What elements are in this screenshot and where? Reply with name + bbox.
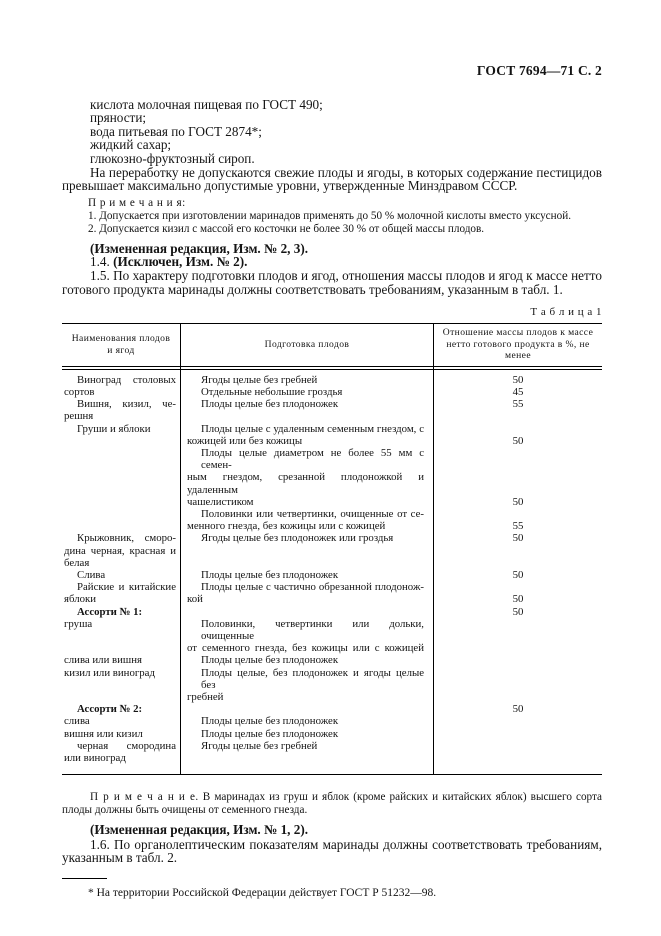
table-1 [62, 323, 602, 776]
cell-mass-ratio-value: 50 [512, 593, 524, 606]
cell-fruit-name [62, 691, 180, 703]
cell-preparation: ным гнездом, срезанной плодоножкой и удаленным [187, 471, 424, 496]
table-row [62, 496, 602, 508]
table-column-divider-1 [180, 324, 181, 775]
paragraph-pesticides: На переработку не допускаются свежие плоды и ягоды, в которых содержание пестицидов превышает максимально допустимые уровни, утвержденные Минздравом СССР. [62, 164, 602, 194]
cell-fruit-name [62, 520, 180, 532]
table-row [62, 606, 602, 618]
cell-fruit-name: решня [64, 410, 94, 423]
cell-preparation: Отдельные небольшие гроздья [201, 385, 343, 398]
cell-preparation: Ягоды целые без гребней [201, 739, 318, 752]
cell-mass-ratio-value: 50 [512, 434, 524, 447]
clause-1-5: 1.5. По характеру подготовки плодов и ягод, отношения массы плодов и ягод к массе нетто готового продукта маринады должны соответствовать требованиям, указанным в табл. 1. [62, 267, 602, 297]
table-row [62, 691, 602, 703]
table-row [62, 752, 602, 764]
note-item: 1. Допускается при изготовлении маринадов применять до 50 % молочной кислоты вместо уксусной. [88, 209, 572, 222]
cell-fruit-name: Крыжовник, сморо- [77, 532, 176, 545]
cell-fruit-name [62, 496, 180, 508]
ingredient-list [62, 98, 602, 166]
ingredient-line: кислота молочная пищевая по ГОСТ 490; [90, 96, 323, 112]
clause-1-6: 1.6. По органолептическим показателям маринады должны соответствовать требованиям, указанным в табл. 2. [62, 836, 602, 866]
cell-preparation: Плоды целые с удаленным семенным гнездом, с [201, 422, 424, 435]
cell-mass-ratio-value [434, 740, 602, 752]
table-row [62, 410, 602, 422]
table-row [62, 508, 602, 520]
table-row [62, 715, 602, 727]
cell-fruit-name: яблоки [64, 593, 97, 606]
cell-fruit-name: Вишня, кизил, че- [77, 398, 176, 411]
notes-list [88, 210, 602, 236]
cell-mass-ratio-value [434, 715, 602, 727]
table-row [62, 618, 602, 642]
cell-preparation: кожицей или без кожицы [187, 434, 303, 447]
cell-mass-ratio-value: 50 [512, 605, 524, 618]
table-row [62, 593, 602, 605]
cell-mass-ratio-value [434, 581, 602, 593]
cell-preparation: Плоды целые без плодоножек [201, 727, 339, 740]
cell-mass-ratio-value [434, 618, 602, 642]
cell-fruit-name: дина черная, красная и [64, 544, 176, 557]
cell-fruit-name: белая [64, 556, 90, 569]
cell-fruit-name [62, 447, 180, 471]
cell-preparation: Плоды целые без плодоножек [201, 715, 339, 728]
cell-mass-ratio-value [434, 642, 602, 654]
amended-edition-2: (Измененная редакция, Изм. № 1, 2). [90, 822, 309, 838]
cell-mass-ratio-value: 50 [512, 495, 524, 508]
page-header: ГОСТ 7694—71 С. 2 [476, 63, 602, 78]
cell-mass-ratio-value [434, 667, 602, 691]
document-page [62, 64, 602, 901]
cell-preparation: Ягоды целые без гребней [201, 373, 318, 386]
table-row [62, 581, 602, 593]
cell-preparation: Плоды целые без плодоножек [201, 568, 339, 581]
table-row [62, 435, 602, 447]
table-row [62, 667, 602, 691]
cell-preparation: кой [187, 593, 203, 606]
clause-1-4 [62, 255, 602, 269]
cell-preparation: менного гнезда, без кожицы или с кожицей [187, 520, 386, 533]
cell-mass-ratio-value: 45 [512, 385, 524, 398]
table-label: Т а б л и ц а 1 [530, 306, 602, 319]
cell-fruit-name: Виноград столовых [77, 373, 176, 386]
cell-preparation: Половинки или четвертинки, очищенные от се- [201, 507, 424, 520]
cell-fruit-name [62, 508, 180, 520]
cell-mass-ratio-value [434, 447, 602, 471]
table-row [62, 569, 602, 581]
table-row [62, 532, 602, 544]
table-header-row [62, 324, 602, 370]
cell-mass-ratio-value [434, 752, 602, 764]
cell-preparation [180, 410, 434, 422]
cell-mass-ratio-value: 50 [512, 568, 524, 581]
ingredient-line: глюкозно-фруктозный сироп. [90, 150, 255, 166]
cell-mass-ratio-value [434, 508, 602, 520]
cell-fruit-name [62, 642, 180, 654]
cell-fruit-name: Груши и яблоки [77, 422, 151, 435]
table-row [62, 471, 602, 495]
cell-mass-ratio-value [434, 728, 602, 740]
cell-mass-ratio-value: 50 [512, 703, 524, 716]
cell-preparation [180, 557, 434, 569]
cell-mass-ratio-value [434, 423, 602, 435]
ingredient-line: вода питьевая по ГОСТ 2874*; [90, 123, 262, 139]
notes-title: П р и м е ч а н и я: [88, 196, 186, 209]
cell-preparation: Плоды целые без плодоножек [201, 398, 339, 411]
table-header-names: Наименования плодов и ягод [71, 333, 171, 356]
table-row [62, 545, 602, 557]
table-header-mass-ratio: Отношение массы плодов к массе нетто готового продукта в %, не менее [442, 327, 594, 362]
cell-preparation: Плоды целые диаметром не более 55 мм с семен- [201, 446, 424, 472]
note-after-table [62, 791, 602, 817]
cell-fruit-name: или виноград [64, 752, 126, 765]
cell-preparation [180, 752, 434, 764]
cell-fruit-name: вишня или кизил [64, 727, 143, 740]
cell-preparation [180, 545, 434, 557]
table-body [62, 370, 602, 775]
clause-1-4-text: (Исключен, Изм. № 2). [113, 254, 248, 270]
cell-mass-ratio-value: 55 [512, 398, 524, 411]
cell-preparation [180, 703, 434, 715]
table-row [62, 398, 602, 410]
cell-fruit-name: Райские и китайские [77, 581, 176, 594]
cell-fruit-name: черная смородина [77, 739, 176, 752]
table-row [62, 423, 602, 435]
cell-preparation: гребней [187, 691, 224, 703]
cell-mass-ratio-value [434, 545, 602, 557]
cell-fruit-name: кизил или виноград [64, 666, 155, 679]
cell-preparation: от семенного гнезда, без кожицы или с кожицей [187, 642, 424, 655]
table-header-preparation: Подготовка плодов [264, 338, 350, 350]
cell-fruit-name: Ассорти № 2: [77, 703, 143, 716]
cell-mass-ratio-value: 50 [512, 532, 524, 545]
cell-fruit-name: Слива [77, 568, 106, 581]
cell-preparation: Половинки, четвертинки или дольки, очищенные [201, 617, 424, 642]
table-column-divider-2 [433, 324, 434, 775]
footnote: * На территории Российской Федерации действует ГОСТ Р 51232—98. [88, 887, 437, 899]
cell-preparation: чашелистиком [187, 495, 254, 508]
table-row [62, 374, 602, 386]
cell-mass-ratio-value [434, 691, 602, 703]
cell-fruit-name: сортов [64, 385, 95, 398]
cell-fruit-name: слива [64, 715, 90, 728]
cell-fruit-name [62, 435, 180, 447]
table-row [62, 728, 602, 740]
cell-fruit-name: слива или вишня [64, 654, 142, 667]
table-row [62, 654, 602, 666]
cell-mass-ratio-value [434, 557, 602, 569]
cell-fruit-name: груша [64, 617, 93, 630]
cell-preparation: Плоды целые с частично обрезанной плодонож- [201, 581, 424, 594]
ingredient-line: жидкий сахар; [90, 137, 172, 153]
cell-fruit-name: Ассорти № 1: [77, 605, 143, 618]
table-row [62, 642, 602, 654]
table-row [62, 557, 602, 569]
ingredient-line: пряности; [90, 110, 147, 126]
table-row [62, 520, 602, 532]
cell-mass-ratio-value [434, 410, 602, 422]
table-row [62, 386, 602, 398]
table-row [62, 740, 602, 752]
cell-mass-ratio-value [434, 654, 602, 666]
clause-1-4-number: 1.4. [90, 254, 114, 270]
cell-preparation: Плоды целые без плодоножек [201, 654, 339, 667]
cell-mass-ratio-value: 50 [512, 373, 524, 386]
table-row [62, 703, 602, 715]
table-row [62, 447, 602, 471]
note-item: 2. Допускается кизил с массой его косточки не более 30 % от общей массы плодов. [88, 222, 485, 235]
footnote-rule [62, 878, 107, 879]
amended-edition-1: (Измененная редакция, Изм. № 2, 3). [90, 240, 309, 256]
cell-mass-ratio-value: 55 [512, 520, 524, 533]
cell-fruit-name [62, 471, 180, 495]
cell-mass-ratio-value [434, 471, 602, 495]
note-after-label: П р и м е ч а н и е. [90, 791, 199, 804]
cell-preparation: Ягоды целые без плодоножек или гроздья [201, 532, 394, 545]
cell-preparation: Плоды целые, без плодоножек и ягоды целые без [201, 666, 424, 691]
notes-block [62, 197, 602, 236]
note-after-text: В маринадах из груш и яблок (кроме райских и китайских яблок) высшего сорта плоды должны быть очищены от семенного гнезда. [62, 791, 602, 817]
cell-preparation [180, 606, 434, 618]
